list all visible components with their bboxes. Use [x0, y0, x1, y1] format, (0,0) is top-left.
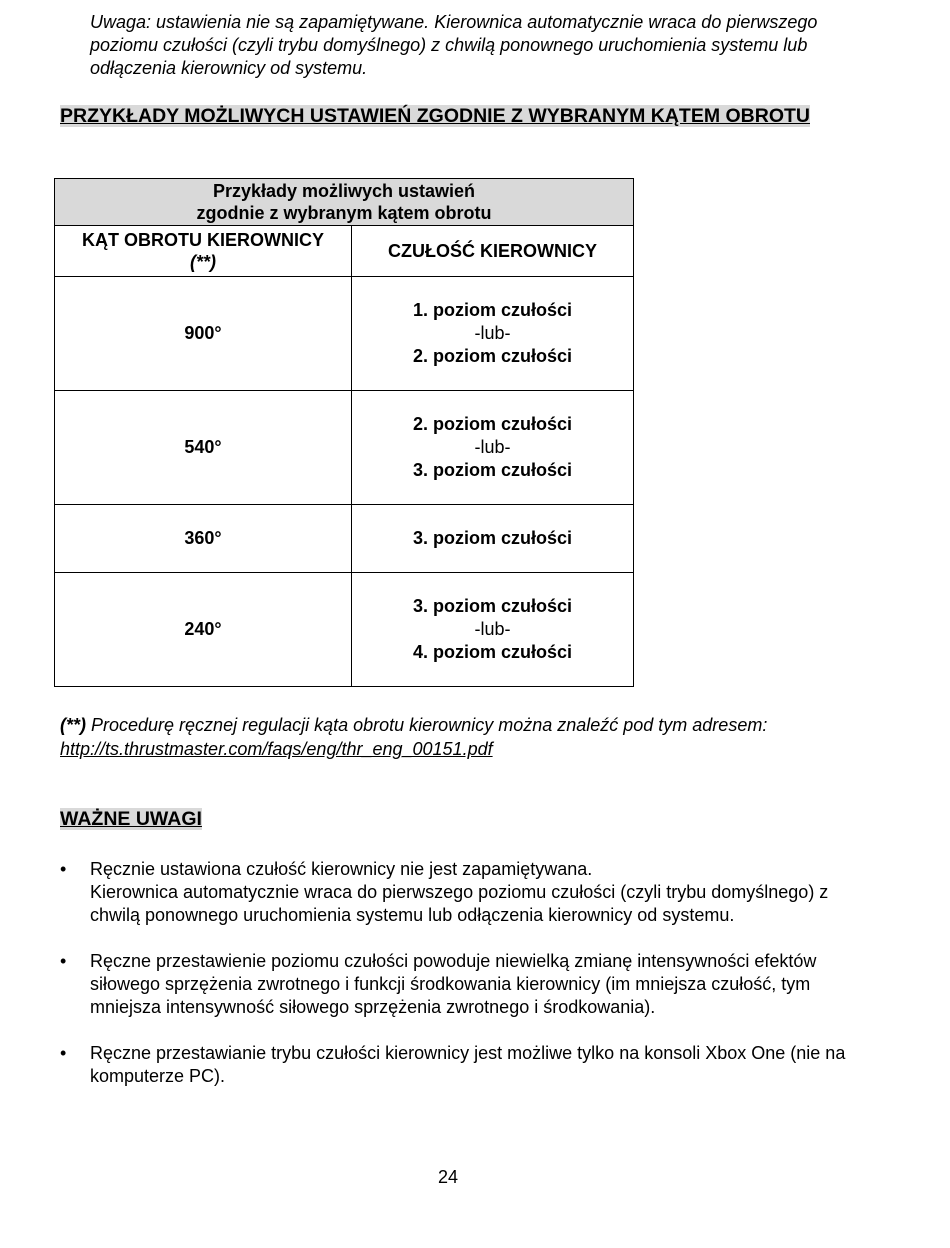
list-item: [60, 1042, 860, 1088]
list-item-text: Ręczne przestawienie poziomu czułości powoduje niewielką zmianę intensywności efektów siłowego sprzężenia zwrotnego i funkcji środkowania kierownicy (im mniejsza czułość, tym mniejsza intensywność siłowego sprzężenia zwrotnego i środkowania).: [90, 951, 817, 1017]
table-caption: [55, 179, 634, 226]
table-caption-line1: Przykłady możliwych ustawień: [212, 181, 476, 201]
bullet-icon: •: [60, 859, 67, 879]
table-caption-line2: zgodnie z wybranym kątem obrotu: [196, 203, 492, 223]
section-heading-examples: [60, 104, 820, 128]
important-notes-list: [60, 858, 860, 1111]
list-item-text: Ręczne przestawianie trybu czułości kierownicy jest możliwe tylko na konsoli Xbox One (nie na komputerze PC).: [90, 1043, 846, 1086]
or-separator: -lub-: [474, 323, 511, 343]
column-header-sensitivity: [352, 226, 634, 277]
table-header-row: [55, 226, 634, 277]
list-item: [60, 950, 860, 1019]
sensitivity-option: 1. poziom czułości: [412, 300, 573, 320]
footnote-text: Procedurę ręcznej regulacji kąta obrotu kierownicy można znaleźć pod tym adresem:: [86, 715, 768, 735]
list-item-line2: Kierownica automatycznie wraca do pierwszego poziomu czułości (czyli trybu domyślnego) z chwilą ponownego uruchomienia systemu lub odłączenia kierownicy od systemu.: [90, 882, 829, 925]
sensitivity-option: 2. poziom czułości: [412, 414, 573, 434]
sensitivity-cell: [352, 391, 634, 505]
column-header-angle-text: KĄT OBROTU KIEROWNICY: [82, 230, 324, 250]
bullet-icon: •: [60, 1043, 67, 1063]
sensitivity-option: 4. poziom czułości: [412, 642, 573, 662]
sensitivity-cell: [352, 573, 634, 687]
sensitivity-option: 3. poziom czułości: [412, 528, 573, 548]
list-item-line1: Ręcznie ustawiona czułość kierownicy nie jest zapamiętywana.: [90, 859, 593, 879]
bullet-icon: •: [60, 951, 67, 971]
column-header-angle: [55, 226, 352, 277]
angle-cell: 540°: [55, 391, 352, 505]
footnote: [60, 713, 880, 761]
settings-table: [54, 178, 634, 687]
angle-cell: 360°: [55, 505, 352, 573]
sensitivity-option: 3. poziom czułości: [412, 460, 573, 480]
or-separator: -lub-: [474, 619, 511, 639]
angle-cell: 900°: [55, 277, 352, 391]
sensitivity-cell: [352, 277, 634, 391]
table-row: [55, 391, 634, 505]
table-caption-row: [55, 179, 634, 226]
footnote-mark: (**): [60, 715, 86, 735]
or-separator: -lub-: [474, 437, 511, 457]
angle-cell: 240°: [55, 573, 352, 687]
sensitivity-cell: [352, 505, 634, 573]
table-row: [55, 505, 634, 573]
section-heading-examples-text: PRZYKŁADY MOŻLIWYCH USTAWIEŃ ZGODNIE Z WYBRANYM KĄTEM OBROTU: [60, 105, 810, 127]
table-row: [55, 277, 634, 391]
settings-note: Uwaga: ustawienia nie są zapamiętywane. Kierownica automatycznie wraca do pierwszego poziomu czułości (czyli trybu domyślnego) z chwilą ponownego uruchomienia systemu lub odłączenia kierownicy od systemu.: [90, 12, 818, 78]
section-heading-important-notes: [60, 807, 202, 831]
sensitivity-option: 2. poziom czułości: [412, 346, 573, 366]
table-row: [55, 573, 634, 687]
column-header-sensitivity-text: CZUŁOŚĆ KIEROWNICY: [388, 241, 597, 261]
list-item: [60, 858, 860, 927]
column-header-angle-mark: (**): [190, 252, 216, 272]
section-heading-important-notes-text: WAŻNE UWAGI: [60, 808, 202, 830]
sensitivity-option: 3. poziom czułości: [412, 596, 573, 616]
footnote-link[interactable]: http://ts.thrustmaster.com/faqs/eng/thr_eng_00151.pdf: [60, 739, 493, 759]
page-number: 24: [437, 1167, 459, 1187]
